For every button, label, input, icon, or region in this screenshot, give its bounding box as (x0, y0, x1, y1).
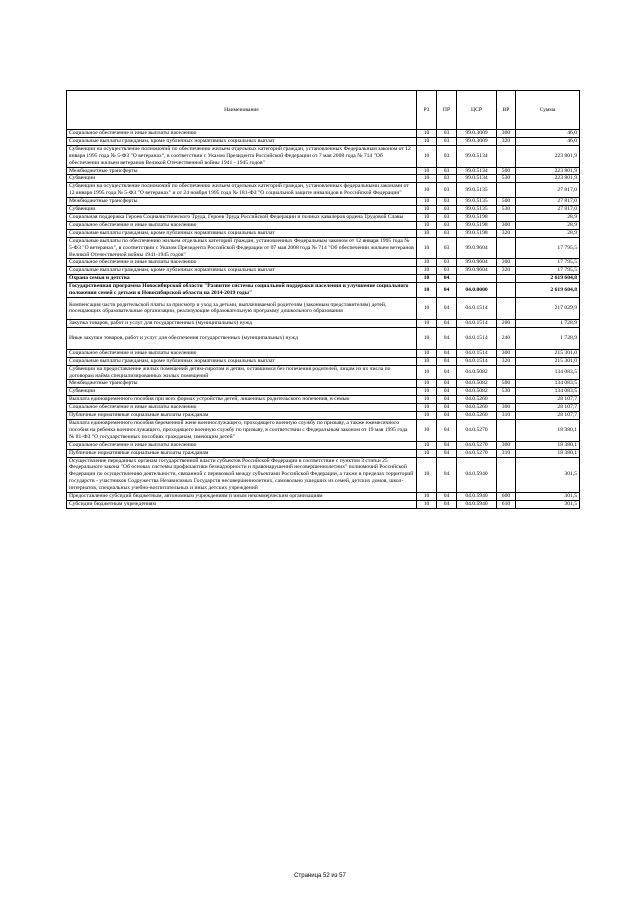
cell-vr: 500 (497, 198, 516, 206)
cell-csr: 99.0.3009 (457, 130, 497, 138)
cell-pr: 03 (437, 237, 457, 259)
cell-csr: 99.0.3009 (457, 137, 497, 145)
cell-rz: 10 (417, 275, 437, 283)
cell-rz: 10 (417, 500, 437, 508)
column-header-sum: Сумма (516, 91, 580, 130)
cell-pr: 03 (437, 175, 457, 183)
page-number: Страница 52 из 57 (294, 873, 346, 879)
table-row (67, 259, 580, 267)
cell-sum: 27 817,0 (516, 183, 580, 198)
cell-name: Субвенции (67, 388, 417, 396)
cell-sum: 18 380,1 (516, 449, 580, 457)
cell-pr: 04 (437, 365, 457, 380)
cell-vr (497, 297, 516, 319)
cell-pr: 04 (437, 357, 457, 365)
cell-sum: 301,5 (516, 457, 580, 493)
cell-name: Социальные выплаты гражданам, кроме публичных нормативных социальных выплат (67, 267, 417, 275)
table-row (67, 493, 580, 501)
cell-name: Предоставление субсидий бюджетным, автономным учреждениям и иным некоммерческим организациям (67, 493, 417, 501)
cell-name: Социальное обеспечение и иные выплаты населению (67, 130, 417, 138)
cell-vr (497, 213, 516, 221)
cell-pr: 03 (437, 137, 457, 145)
table-row (67, 206, 580, 214)
cell-csr: 99.0.5135 (457, 206, 497, 214)
cell-vr (497, 396, 516, 404)
cell-vr: 530 (497, 206, 516, 214)
cell-csr (457, 275, 497, 283)
cell-pr: 04 (437, 493, 457, 501)
cell-sum: 2 619 604,8 (516, 275, 580, 283)
cell-vr: 600 (497, 493, 516, 501)
cell-pr: 04 (437, 283, 457, 298)
cell-csr: 99.0.9604 (457, 237, 497, 259)
table-header-row (67, 91, 580, 130)
cell-name: Социальное обеспечение и иные выплаты населению (67, 259, 417, 267)
cell-name: Субсидии бюджетным учреждениям (67, 500, 417, 508)
cell-sum: 223 801,9 (516, 167, 580, 175)
cell-name: Государственная программа Новосибирской области "Развитие системы социальной поддержки населения и улучшение социального положения семей с детьми в Новосибирской области на 2014-2019 годы" (67, 283, 417, 298)
cell-pr: 04 (437, 388, 457, 396)
cell-vr: 500 (497, 380, 516, 388)
cell-vr: 320 (497, 137, 516, 145)
cell-name: Социальные выплаты гражданам, кроме публичных нормативных социальных выплат (67, 137, 417, 145)
cell-vr: 300 (497, 349, 516, 357)
cell-name: Иные закупки товаров, работ и услуг для обеспечения государственных (муниципальных) нужд (67, 327, 417, 349)
cell-name: Субвенции на осуществление полномочий по обеспечению жильем отдельных категорий граждан, установленных Федеральным законом от 12 января 1995 года № 5-ФЗ "О ветеранах", в соответствии с Указом Президента Российской Федерации от 7 мая 2008 года № 714 "Об обеспечении жильем ветеранов Великой Отечественной войны 1941 - 1945 годов" (67, 145, 417, 167)
cell-rz: 10 (417, 388, 437, 396)
cell-sum: 301,5 (516, 500, 580, 508)
table-row (67, 319, 580, 327)
cell-rz: 10 (417, 420, 437, 442)
cell-pr: 03 (437, 259, 457, 267)
cell-name: Публичные нормативные социальные выплаты гражданам (67, 449, 417, 457)
table-row (67, 283, 580, 298)
cell-name: Социальное обеспечение и иные выплаты населению (67, 404, 417, 412)
table-body (67, 130, 580, 509)
cell-sum: 301,5 (516, 493, 580, 501)
cell-csr: 04.0.5940 (457, 457, 497, 493)
cell-csr: 04.0.5270 (457, 441, 497, 449)
cell-rz: 10 (417, 319, 437, 327)
cell-rz: 10 (417, 493, 437, 501)
cell-sum: 17 795,5 (516, 267, 580, 275)
cell-vr: 300 (497, 259, 516, 267)
cell-rz: 10 (417, 167, 437, 175)
table-row (67, 175, 580, 183)
cell-sum: 28,9 (516, 213, 580, 221)
cell-pr: 03 (437, 267, 457, 275)
cell-sum: 28,9 (516, 229, 580, 237)
column-header-pr: ПР (437, 91, 457, 130)
cell-csr: 04.0.1514 (457, 357, 497, 365)
cell-name: Социальное обеспечение и иные выплаты населению (67, 441, 417, 449)
cell-sum: 134 083,5 (516, 380, 580, 388)
cell-pr: 04 (437, 500, 457, 508)
cell-sum: 27 817,0 (516, 198, 580, 206)
cell-sum: 28 107,7 (516, 412, 580, 420)
cell-name: Публичные нормативные социальные выплаты гражданам (67, 412, 417, 420)
cell-rz: 10 (417, 365, 437, 380)
cell-csr: 99.0.5135 (457, 198, 497, 206)
cell-name: Социальные выплаты гражданам, кроме публичных нормативных социальных выплат (67, 357, 417, 365)
cell-vr (497, 145, 516, 167)
table-row (67, 441, 580, 449)
cell-vr: 300 (497, 130, 516, 138)
cell-sum: 217 029,9 (516, 297, 580, 319)
cell-vr: 310 (497, 449, 516, 457)
cell-pr: 04 (437, 420, 457, 442)
cell-name: Межбюджетные трансферты (67, 167, 417, 175)
cell-vr: 320 (497, 267, 516, 275)
cell-rz: 10 (417, 198, 437, 206)
cell-pr: 04 (437, 319, 457, 327)
cell-vr: 320 (497, 229, 516, 237)
cell-name: Закупка товаров, работ и услуг для государственных (муниципальных) нужд (67, 319, 417, 327)
cell-pr: 03 (437, 213, 457, 221)
cell-pr: 04 (437, 380, 457, 388)
table-row (67, 137, 580, 145)
cell-vr (497, 275, 516, 283)
cell-csr: 99.0.5135 (457, 183, 497, 198)
cell-pr: 04 (437, 412, 457, 420)
cell-name: Выплата единовременного пособия беременной жене военнослужащего, проходящего военную службу по призыву, а также ежемесячного пособия на ребенка военнослужащего, проходящего военную службу по призыву, в соответствии с Федеральным законом от 19 мая 1995 года № 81-ФЗ "О государственных пособиях гражданам, имеющим детей" (67, 420, 417, 442)
table-row (67, 221, 580, 229)
cell-vr: 320 (497, 357, 516, 365)
cell-sum: 223 801,9 (516, 145, 580, 167)
cell-rz: 10 (417, 175, 437, 183)
table-row (67, 167, 580, 175)
cell-rz: 10 (417, 221, 437, 229)
table-row (67, 404, 580, 412)
cell-vr (497, 237, 516, 259)
cell-vr: 300 (497, 404, 516, 412)
budget-table (66, 90, 580, 509)
cell-sum: 1 728,9 (516, 327, 580, 349)
cell-rz: 10 (417, 349, 437, 357)
cell-csr: 04.0.1514 (457, 319, 497, 327)
cell-pr: 04 (437, 327, 457, 349)
cell-vr: 530 (497, 388, 516, 396)
cell-sum: 215 301,0 (516, 357, 580, 365)
cell-sum: 17 795,5 (516, 237, 580, 259)
cell-csr: 99.0.5198 (457, 221, 497, 229)
cell-pr: 04 (437, 457, 457, 493)
table-row (67, 145, 580, 167)
cell-pr: 03 (437, 130, 457, 138)
cell-csr: 04.0.1514 (457, 327, 497, 349)
cell-sum: 215 301,0 (516, 349, 580, 357)
cell-rz: 10 (417, 380, 437, 388)
cell-sum: 223 801,9 (516, 175, 580, 183)
table-row (67, 229, 580, 237)
cell-vr: 240 (497, 327, 516, 349)
table-row (67, 388, 580, 396)
column-header-vr: ВР (497, 91, 516, 130)
cell-rz: 10 (417, 396, 437, 404)
cell-pr: 03 (437, 198, 457, 206)
cell-sum: 28,9 (516, 221, 580, 229)
cell-pr: 03 (437, 206, 457, 214)
table-row (67, 275, 580, 283)
cell-vr (497, 420, 516, 442)
cell-sum: 28 107,7 (516, 396, 580, 404)
cell-csr: 04.0.5940 (457, 493, 497, 501)
cell-vr (497, 283, 516, 298)
cell-name: Компенсация части родительской платы за присмотр и уход за детьми, выплачиваемой родителям (законным представителям) детей, посещающих образовательные организации, реализующие образовательную программу дошкольного образования (67, 297, 417, 319)
cell-csr: 04.0.5260 (457, 412, 497, 420)
cell-pr: 04 (437, 349, 457, 357)
cell-name: Осуществление переданных органам государственной власти субъектов Российской Федерации в соответствии с пунктом 3 статьи 25 Федерального закона "Об основах системы профилактики безнадзорности и правонарушений несовершеннолетних" полномочий Российской Федерации по осуществлению деятельности, связанной с перевозкой между субъектами Российской Федерации, а также в пределах территорий государств - участников Содружества Независимых Государств несовершеннолетних, самовольно ушедших из семей, детских домов, школ-интернатов, специальных учебно-воспитательных и иных детских учреждений (67, 457, 417, 493)
cell-pr: 04 (437, 441, 457, 449)
cell-rz: 10 (417, 183, 437, 198)
cell-rz: 10 (417, 412, 437, 420)
cell-csr: 04.0.5082 (457, 365, 497, 380)
cell-name: Межбюджетные трансферты (67, 198, 417, 206)
cell-vr: 530 (497, 175, 516, 183)
cell-rz: 10 (417, 449, 437, 457)
cell-rz: 10 (417, 130, 437, 138)
cell-rz: 10 (417, 297, 437, 319)
table-row (67, 357, 580, 365)
cell-rz: 10 (417, 206, 437, 214)
cell-pr: 03 (437, 145, 457, 167)
table-row (67, 420, 580, 442)
cell-rz: 10 (417, 404, 437, 412)
cell-sum: 18 380,1 (516, 441, 580, 449)
cell-pr: 04 (437, 275, 457, 283)
table-row (67, 396, 580, 404)
cell-vr: 300 (497, 221, 516, 229)
cell-vr (497, 457, 516, 493)
table-row (67, 327, 580, 349)
cell-name: Социальные выплаты по обеспечению жильем отдельных категорий граждан, установленных Федеральным законом от 12 января 1995 года № 5-ФЗ "О ветеранах", в соответствии с Указом Президента Российской Федерации от 07 мая 2008 года № 714 "Об обеспечении жильем ветеранов Великой Отечественной войны 1941-1945 годов" (67, 237, 417, 259)
cell-vr: 200 (497, 319, 516, 327)
table-row (67, 297, 580, 319)
cell-pr: 04 (437, 396, 457, 404)
cell-rz: 10 (417, 137, 437, 145)
table-row (67, 380, 580, 388)
cell-name: Субвенции (67, 175, 417, 183)
column-header-name: Наименование (67, 91, 417, 130)
cell-pr: 03 (437, 221, 457, 229)
cell-name: Социальная поддержка Героев Социалистического Труда, Героев Труда Российской Федерации и полных кавалеров ордена Трудовой Славы (67, 213, 417, 221)
cell-csr: 04.0.5270 (457, 420, 497, 442)
cell-rz: 10 (417, 237, 437, 259)
cell-rz: 10 (417, 327, 437, 349)
cell-csr: 04.0.1514 (457, 297, 497, 319)
table-row (67, 349, 580, 357)
cell-name: Социальные выплаты гражданам, кроме публичных нормативных социальных выплат (67, 229, 417, 237)
table-row (67, 237, 580, 259)
cell-sum: 1 728,9 (516, 319, 580, 327)
cell-pr: 03 (437, 183, 457, 198)
cell-rz: 10 (417, 357, 437, 365)
column-header-csr: ЦСР (457, 91, 497, 130)
cell-sum: 134 083,5 (516, 388, 580, 396)
cell-rz: 10 (417, 441, 437, 449)
cell-sum: 28 107,7 (516, 404, 580, 412)
cell-rz: 10 (417, 145, 437, 167)
cell-csr: 99.0.5134 (457, 167, 497, 175)
table-row (67, 198, 580, 206)
cell-rz: 10 (417, 283, 437, 298)
cell-pr: 03 (437, 167, 457, 175)
cell-vr: 310 (497, 412, 516, 420)
table-row (67, 213, 580, 221)
cell-name: Выплата единовременного пособия при всех формах устройства детей, лишенных родительского попечения, в семью (67, 396, 417, 404)
cell-name: Субвенции (67, 206, 417, 214)
cell-csr: 04.0.0000 (457, 283, 497, 298)
cell-name: Охрана семьи и детства (67, 275, 417, 283)
cell-rz: 10 (417, 267, 437, 275)
cell-csr: 04.0.5260 (457, 396, 497, 404)
cell-csr: 04.0.5940 (457, 500, 497, 508)
cell-csr: 99.0.5198 (457, 213, 497, 221)
cell-vr: 500 (497, 167, 516, 175)
cell-sum: 2 619 604,8 (516, 283, 580, 298)
table-row (67, 267, 580, 275)
cell-csr: 99.0.5134 (457, 145, 497, 167)
column-header-rz: РЗ (417, 91, 437, 130)
cell-csr: 04.0.5082 (457, 380, 497, 388)
table-row (67, 412, 580, 420)
cell-csr: 04.0.5082 (457, 388, 497, 396)
cell-vr (497, 183, 516, 198)
cell-pr: 04 (437, 297, 457, 319)
cell-name: Социальное обеспечение и иные выплаты населению (67, 221, 417, 229)
cell-csr: 04.0.5270 (457, 449, 497, 457)
cell-csr: 99.0.5198 (457, 229, 497, 237)
cell-sum: 18 380,1 (516, 420, 580, 442)
cell-vr: 300 (497, 441, 516, 449)
table-row (67, 365, 580, 380)
cell-sum: 27 817,0 (516, 206, 580, 214)
cell-name: Субвенции на осуществление полномочий по обеспечению жильем отдельных категорий граждан, установленных федеральными законами от 12 января 1995 года № 5-ФЗ "О ветеранах" и от 24 ноября 1995 года № 181-ФЗ "О социальной защите инвалидов в Российской Федерации" (67, 183, 417, 198)
cell-rz: 10 (417, 259, 437, 267)
cell-sum: 46,0 (516, 130, 580, 138)
table-row (67, 500, 580, 508)
cell-sum: 134 083,5 (516, 365, 580, 380)
cell-sum: 46,0 (516, 137, 580, 145)
cell-name: Социальное обеспечение и иные выплаты населению (67, 349, 417, 357)
cell-csr: 99.0.9604 (457, 267, 497, 275)
table-row (67, 449, 580, 457)
table-row (67, 130, 580, 138)
cell-vr: 610 (497, 500, 516, 508)
cell-sum: 17 795,5 (516, 259, 580, 267)
table-row (67, 183, 580, 198)
cell-csr: 04.0.1514 (457, 349, 497, 357)
cell-rz: 10 (417, 457, 437, 493)
cell-pr: 03 (437, 229, 457, 237)
cell-csr: 99.0.9604 (457, 259, 497, 267)
cell-csr: 99.0.5134 (457, 175, 497, 183)
cell-pr: 04 (437, 449, 457, 457)
cell-rz: 10 (417, 229, 437, 237)
cell-name: Субвенции на предоставление жилых помещений детям-сиротам и детям, оставшимся без попечения родителей, лицам из их числа по договорам найма специализированных жилых помещений (67, 365, 417, 380)
cell-vr (497, 365, 516, 380)
cell-name: Межбюджетные трансферты (67, 380, 417, 388)
cell-csr: 04.0.5260 (457, 404, 497, 412)
table-row (67, 457, 580, 493)
cell-rz: 10 (417, 213, 437, 221)
cell-pr: 04 (437, 404, 457, 412)
